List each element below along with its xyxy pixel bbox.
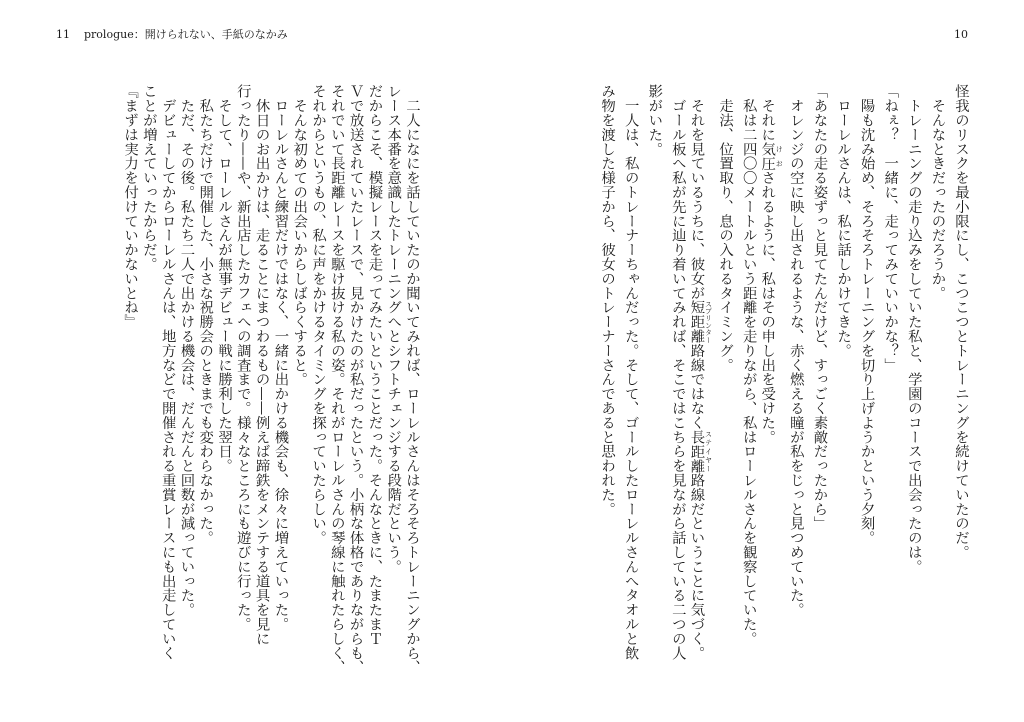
text-segment: 『まずは実力を付けていかないとね』 — [122, 84, 139, 329]
ruby-word — [688, 429, 713, 473]
text-line — [760, 84, 784, 684]
ruby-reading: ステイヤー — [704, 429, 713, 473]
text-line — [807, 84, 831, 684]
text-segment: トレーニングの走り込みをしていた私と、学園のコースで出会ったのは。 — [905, 84, 922, 574]
text-line — [158, 84, 177, 684]
text-line — [308, 84, 327, 684]
text-segment: 私は二四〇〇メートルという距離を走りながら、私はローレルさんを観察していた。 — [740, 84, 757, 646]
text-line — [177, 84, 196, 684]
text-line — [736, 84, 760, 684]
page-number-left: 11 — [56, 28, 70, 41]
left-page-text — [120, 84, 421, 684]
text-segment: 行ったり——や、新出店したカフェへの調査まで。様々なところにも遊びに行った。 — [234, 84, 251, 632]
text-segment: そして、ローレルさんが無事デビュー戦に勝利した翌日。 — [216, 84, 233, 473]
text-line — [383, 84, 402, 684]
text-segment: 「ねぇ？ 一緒に、走ってみていいかな？」 — [882, 84, 899, 372]
text-line — [214, 84, 233, 684]
text-segment: それからというもの、私に声をかけるタイミングを探っていたらしい。 — [310, 84, 327, 545]
text-line — [901, 84, 925, 684]
text-segment: 「あなたの走る姿ずっと見てたんだけど、すっごく素敵だったから」 — [811, 84, 828, 531]
text-line — [120, 84, 139, 684]
text-segment: それを見ているうちに、彼女が — [688, 84, 705, 300]
text-segment: ことが増えていったからだ。 — [140, 84, 157, 272]
text-segment: それでいて長距離レースを駆け抜ける私の姿。それがローレルさんの琴線に触れたらしく、 — [328, 84, 345, 675]
text-segment: オレンジの空に映し出されるような、赤く燃える瞳が私をじっと見つめていた。 — [787, 84, 804, 617]
text-line — [642, 84, 666, 684]
ruby-word — [688, 300, 713, 344]
text-segment: デビューしてからローレルさんは、地方などで開催される重賞レースにも出走していく — [159, 84, 176, 660]
text-segment: み物を渡した様子から、彼女のトレーナーさんであると思われた。 — [599, 84, 616, 516]
ruby-reading: スプリンター — [704, 300, 713, 344]
ruby-base: 短距離 — [688, 300, 705, 344]
text-line — [252, 84, 271, 684]
text-segment: ローレルさんは、私に話しかけてきた。 — [835, 84, 852, 358]
text-segment: ゴール板へ私が先に辿り着いてみれば、そこではこちらを見ながら話している二つの人 — [669, 84, 686, 660]
text-line — [365, 84, 384, 684]
left-page-header — [56, 28, 288, 42]
text-line — [618, 84, 642, 684]
text-line — [689, 84, 713, 684]
text-line — [233, 84, 252, 684]
text-segment: ただ、その後。私たち二人で出かける機会は、だんだんと回数が減っていった。 — [178, 84, 195, 617]
ruby-base: 長距離 — [688, 429, 705, 473]
text-line — [948, 84, 972, 684]
text-segment: 路線ではなく — [688, 343, 705, 430]
ruby-word — [759, 141, 784, 171]
text-line — [289, 84, 308, 684]
text-line — [346, 84, 365, 684]
text-line — [402, 84, 421, 684]
text-segment: そんなときだったのだろうか。 — [929, 84, 946, 300]
text-segment: それに — [759, 84, 776, 142]
text-line — [830, 84, 854, 684]
text-segment: レース本番を意識したトレーニングへとシフトチェンジする段階だという。 — [385, 84, 402, 574]
text-line — [878, 84, 902, 684]
text-segment: そんな初めての出会いからしばらくすると。 — [291, 84, 308, 387]
text-line — [139, 84, 158, 684]
text-segment: ローレルさんと練習だけではなく、一緒に出かける機会も、徐々に増えていった。 — [272, 84, 289, 632]
text-segment: 影がいた。 — [646, 84, 663, 156]
text-segment: 走法、位置取り、息の入れるタイミング。 — [717, 84, 734, 372]
text-line — [195, 84, 214, 684]
text-segment: 陽も沈み始め、そろそろトレーニングを切り上げようかという夕刻。 — [858, 84, 875, 545]
text-line — [595, 84, 619, 684]
text-segment: 休日のお出かけは、走ることにまつわるもの——例えば蹄鉄をメンテする道具を見に — [253, 84, 270, 646]
text-segment: されるように、私はその申し出を受けた。 — [759, 170, 776, 445]
text-line — [665, 84, 689, 684]
text-line — [271, 84, 290, 684]
text-line — [783, 84, 807, 684]
text-line — [925, 84, 949, 684]
text-segment: だからこそ、模擬レースを走ってみたいということだった。そんなときに、たまたまＴ — [366, 84, 383, 646]
text-segment: 二人になにを話していたのか聞いてみれば、ローレルさんはそろそろトレーニングから、 — [404, 84, 420, 675]
running-title: prologue：開けられない、手紙のなかみ — [84, 28, 288, 41]
right-page-text — [594, 84, 972, 684]
text-segment: Ｖで放送されていたレースで、見かけたのが私だったという。小柄な体格でありながらも、 — [347, 84, 364, 675]
text-line — [854, 84, 878, 684]
text-segment: 私たちだけで開催した、小さな祝勝会のときまでも変わらなかった。 — [197, 84, 214, 545]
text-segment: 怪我のリスクを最小限にし、こつこつとトレーニングを続けていたのだ。 — [953, 84, 969, 560]
text-segment: 路線だということに気づく。 — [688, 472, 705, 661]
ruby-reading: けお — [775, 141, 784, 171]
ruby-base: 気圧 — [759, 141, 776, 171]
right-page-header — [954, 28, 968, 42]
text-line — [712, 84, 736, 684]
text-segment: 一人は、私のトレーナーちゃんだった。そして、ゴールしたローレルさんへタオルと飲 — [622, 84, 639, 660]
page-number-right: 10 — [954, 28, 968, 41]
text-line — [327, 84, 346, 684]
